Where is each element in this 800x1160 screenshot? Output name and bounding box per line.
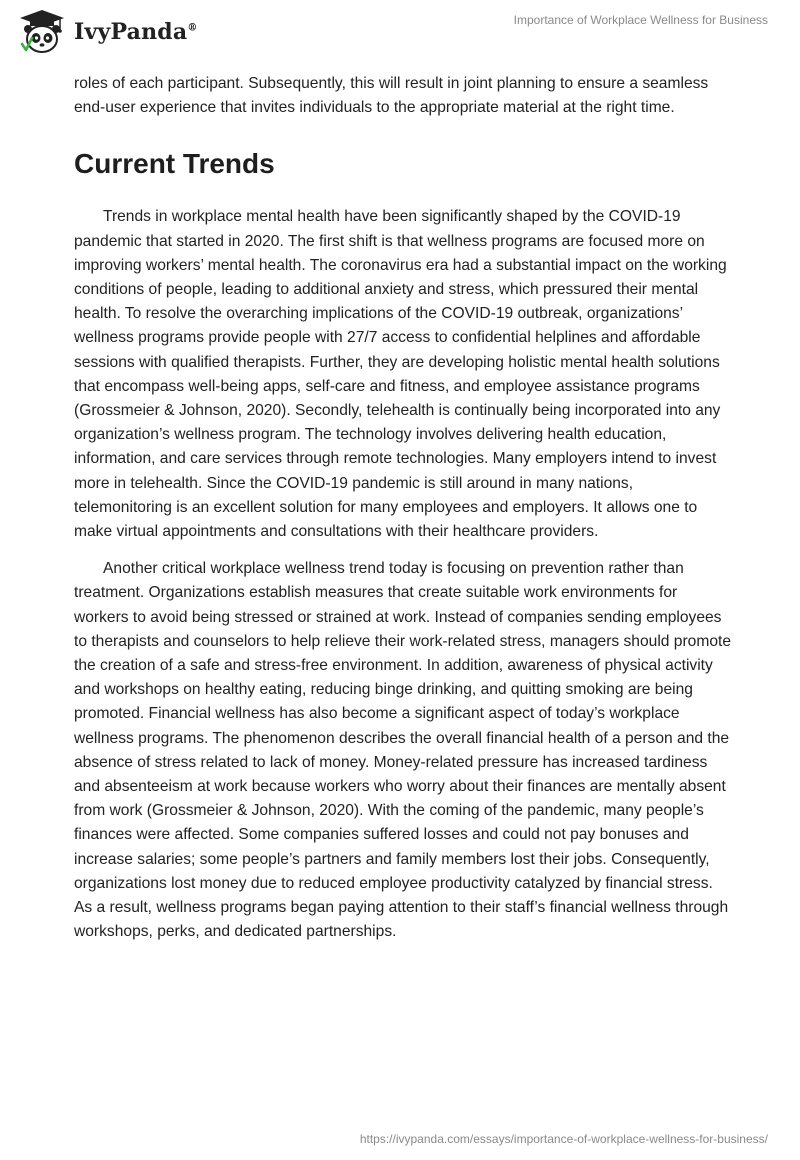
intro-paragraph: roles of each participant. Subsequently, this will result in joint planning to ensure a seamless end-user experience that invites individuals to the appropriate material at the right time. — [74, 75, 709, 117]
brand-name: IvyPanda® — [74, 19, 198, 45]
page-header — [0, 0, 800, 62]
article-body — [74, 72, 734, 945]
document-title: Importance of Workplace Wellness for Business — [513, 13, 768, 27]
brand-logo[interactable] — [16, 8, 198, 56]
source-url[interactable]: https://ivypanda.com/essays/importance-of-workplace-wellness-for-business/ — [359, 1132, 768, 1146]
panda-graduate-icon — [16, 8, 68, 56]
body-paragraph: Another critical workplace wellness trend today is focusing on prevention rather than treatment. Organizations establish measures that create suitable work environments for workers to avoid being stressed or strained at work. Instead of companies sending employees to therapists and counselors to help relieve their work-related stress, managers should promote the creation of a safe and stress-free environment. In addition, awareness of physical activity and workshops on healthy eating, reducing binge drinking, and quitting smoking are being promoted. Financial wellness has also become a significant aspect of today’s workplace wellness programs. The phenomenon describes the overall financial health of a person and the absence of stress related to lack of money. Money-related pressure has increased tardiness and absenteeism at work because workers who worry about their finances are mentally absent from work (Grossmeier & Johnson, 2020). With the coming of the pandemic, many people’s finances were affected. Some companies suffered losses and could not pay bonuses and increase salaries; some people’s partners and family members lost their jobs. Consequently, organizations lost money due to reduced employee productivity catalyzed by financial stress. As a result, wellness programs began paying attention to their staff’s financial wellness through workshops, perks, and dedicated partnerships. — [74, 560, 732, 941]
section-heading: Current Trends — [74, 148, 275, 180]
body-paragraph: Trends in workplace mental health have been significantly shaped by the COVID-19 pandemic that started in 2020. The first shift is that wellness programs are focused more on improving workers’ mental health. The coronavirus era had a substantial impact on the working conditions of people, leading to additional anxiety and stress, which pressured their mental health. To resolve the overarching implications of the COVID-19 outbreak, organizations’ wellness programs provide people with 27/7 access to confidential helplines and affordable sessions with qualified therapists. Further, they are developing holistic mental health solutions that encompass well-being apps, self-care and fitness, and employee assistance programs (Grossmeier & Johnson, 2020). Secondly, telehealth is continually being incorporated into any organization’s wellness program. The technology involves delivering health education, information, and care services through remote technologies. Many employers intend to invest more in telehealth. Since the COVID-19 pandemic is still around in many nations, telemonitoring is an excellent solution for many employees and employers. It allows one to make virtual appointments and consultations with their healthcare providers. — [74, 208, 727, 541]
